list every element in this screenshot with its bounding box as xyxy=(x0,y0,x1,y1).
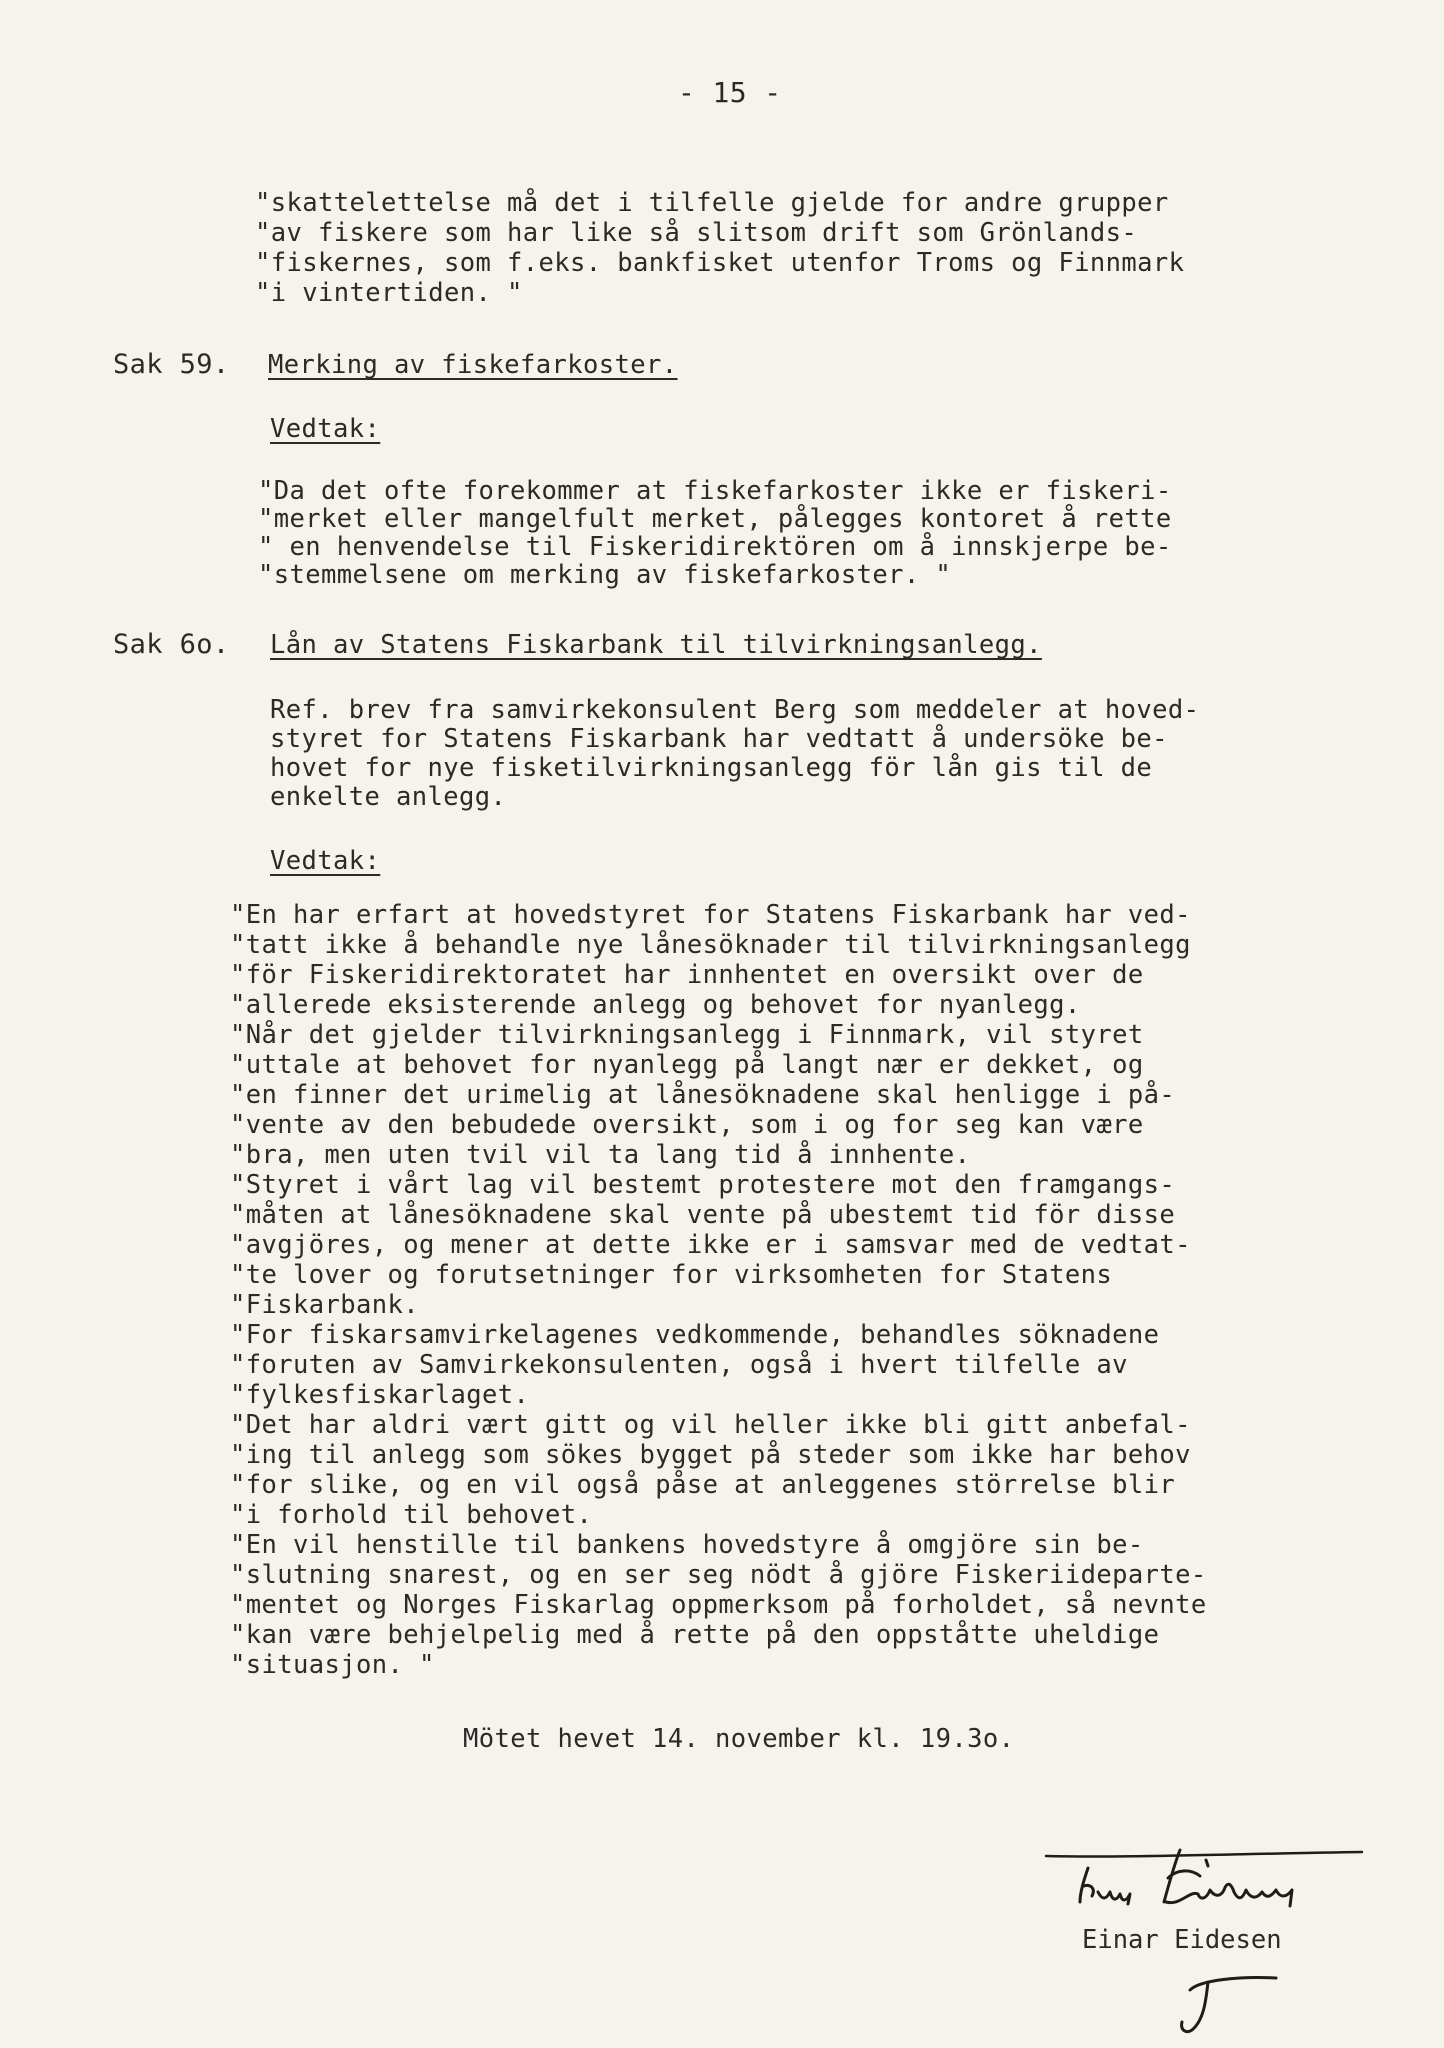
sak-59-vedtak-label: Vedtak: xyxy=(270,414,381,444)
text-line: "fylkesfiskarlaget. xyxy=(230,1380,530,1410)
sak-60-label: Sak 6o. xyxy=(113,629,230,660)
text-line: "foruten av Samvirkekonsulenten, også i hvert tilfelle av xyxy=(230,1350,1128,1380)
sak-59-label: Sak 59. xyxy=(113,349,230,380)
text-line: "måten at lånesöknadene skal vente på ubestemt tid för disse xyxy=(230,1200,1176,1230)
text-line: "situasjon. " xyxy=(230,1650,435,1680)
text-line: "slutning snarest, og en ser seg nödt å gjöre Fiskeriideparte- xyxy=(230,1560,1207,1590)
handwritten-signature xyxy=(1040,1840,1380,2040)
typed-signature-name: Einar Eidesen xyxy=(1082,1925,1282,1955)
text-line: "En har erfart at hovedstyret for Statens Fiskarbank har ved- xyxy=(230,900,1191,930)
text-line: Ref. brev fra samvirkekonsulent Berg som meddeler at hoved- xyxy=(270,695,1200,725)
text-line: "tatt ikke å behandle nye lånesöknader til tilvirkningsanlegg xyxy=(230,930,1191,960)
sak-60-title: Lån av Statens Fiskarbank til tilvirkningsanlegg. xyxy=(270,630,1042,660)
text-line: "En vil henstille til bankens hovedstyre å omgjöre sin be- xyxy=(230,1530,1144,1560)
text-line: "For fiskarsamvirkelagenes vedkommende, behandles söknadene xyxy=(230,1320,1160,1350)
text-line: "te lover og forutsetninger for virksomheten for Statens xyxy=(230,1260,1113,1290)
text-line: "kan være behjelpelig med å rette på den oppståtte uheldige xyxy=(230,1620,1160,1650)
closing-line: Mötet hevet 14. november kl. 19.3o. xyxy=(463,1724,1015,1754)
text-line: "Styret i vårt lag vil bestemt protestere mot den framgangs- xyxy=(230,1170,1176,1200)
page-number: - 15 - xyxy=(678,76,782,109)
text-line: "av fiskere som har like så slitsom drift som Grönlands- xyxy=(255,218,1138,248)
text-line: "Fiskarbank. xyxy=(230,1290,420,1320)
text-line: "for slike, og en vil også påse at anleggenes störrelse blir xyxy=(230,1470,1176,1500)
text-line: "allerede eksisterende anlegg og behovet for nyanlegg. xyxy=(230,990,1081,1020)
text-line: "för Fiskeridirektoratet har innhentet en oversikt over de xyxy=(230,960,1144,990)
text-line: "mentet og Norges Fiskarlag oppmerksom på forholdet, så nevnte xyxy=(230,1590,1207,1620)
text-line: "Det har aldri vært gitt og vil heller ikke bli gitt anbefal- xyxy=(230,1410,1191,1440)
text-line: "stemmelsene om merking av fiskefarkoster. " xyxy=(258,560,952,590)
text-line: "en finner det urimelig at lånesöknadene skal henligge i på- xyxy=(230,1080,1176,1110)
text-line: "ing til anlegg som sökes bygget på steder som ikke har behov xyxy=(230,1440,1191,1470)
text-line: "vente av den bebudede oversikt, som i og for seg kan være xyxy=(230,1110,1144,1140)
sak-60-vedtak-label: Vedtak: xyxy=(270,846,381,876)
text-line: "Når det gjelder tilvirkningsanlegg i Finnmark, vil styret xyxy=(230,1020,1144,1050)
text-line: "fiskernes, som f.eks. bankfisket utenfor Troms og Finnmark xyxy=(255,248,1185,278)
text-line: "uttale at behovet for nyanlegg på langt nær er dekket, og xyxy=(230,1050,1144,1080)
text-line: "avgjöres, og mener at dette ikke er i samsvar med de vedtat- xyxy=(230,1230,1191,1260)
text-line: "bra, men uten tvil vil ta lang tid å innhente. xyxy=(230,1140,971,1170)
text-line: enkelte anlegg. xyxy=(270,782,507,812)
text-line: styret for Statens Fiskarbank har vedtatt å undersöke be- xyxy=(270,724,1168,754)
text-line: "i forhold til behovet. xyxy=(230,1500,593,1530)
text-line: "merket eller mangelfult merket, pålegges kontoret å rette xyxy=(258,504,1172,534)
sak-59-title: Merking av fiskefarkoster. xyxy=(268,350,678,380)
text-line: " en henvendelse til Fiskeridirektören om å innskjerpe be- xyxy=(258,532,1172,562)
text-line: "Da det ofte forekommer at fiskefarkoster ikke er fiskeri- xyxy=(258,476,1172,506)
text-line: "i vintertiden. " xyxy=(255,278,523,308)
text-line: hovet for nye fisketilvirkningsanlegg för lån gis til de xyxy=(270,753,1153,783)
text-line: "skattelettelse må det i tilfelle gjelde for andre grupper xyxy=(255,188,1169,218)
